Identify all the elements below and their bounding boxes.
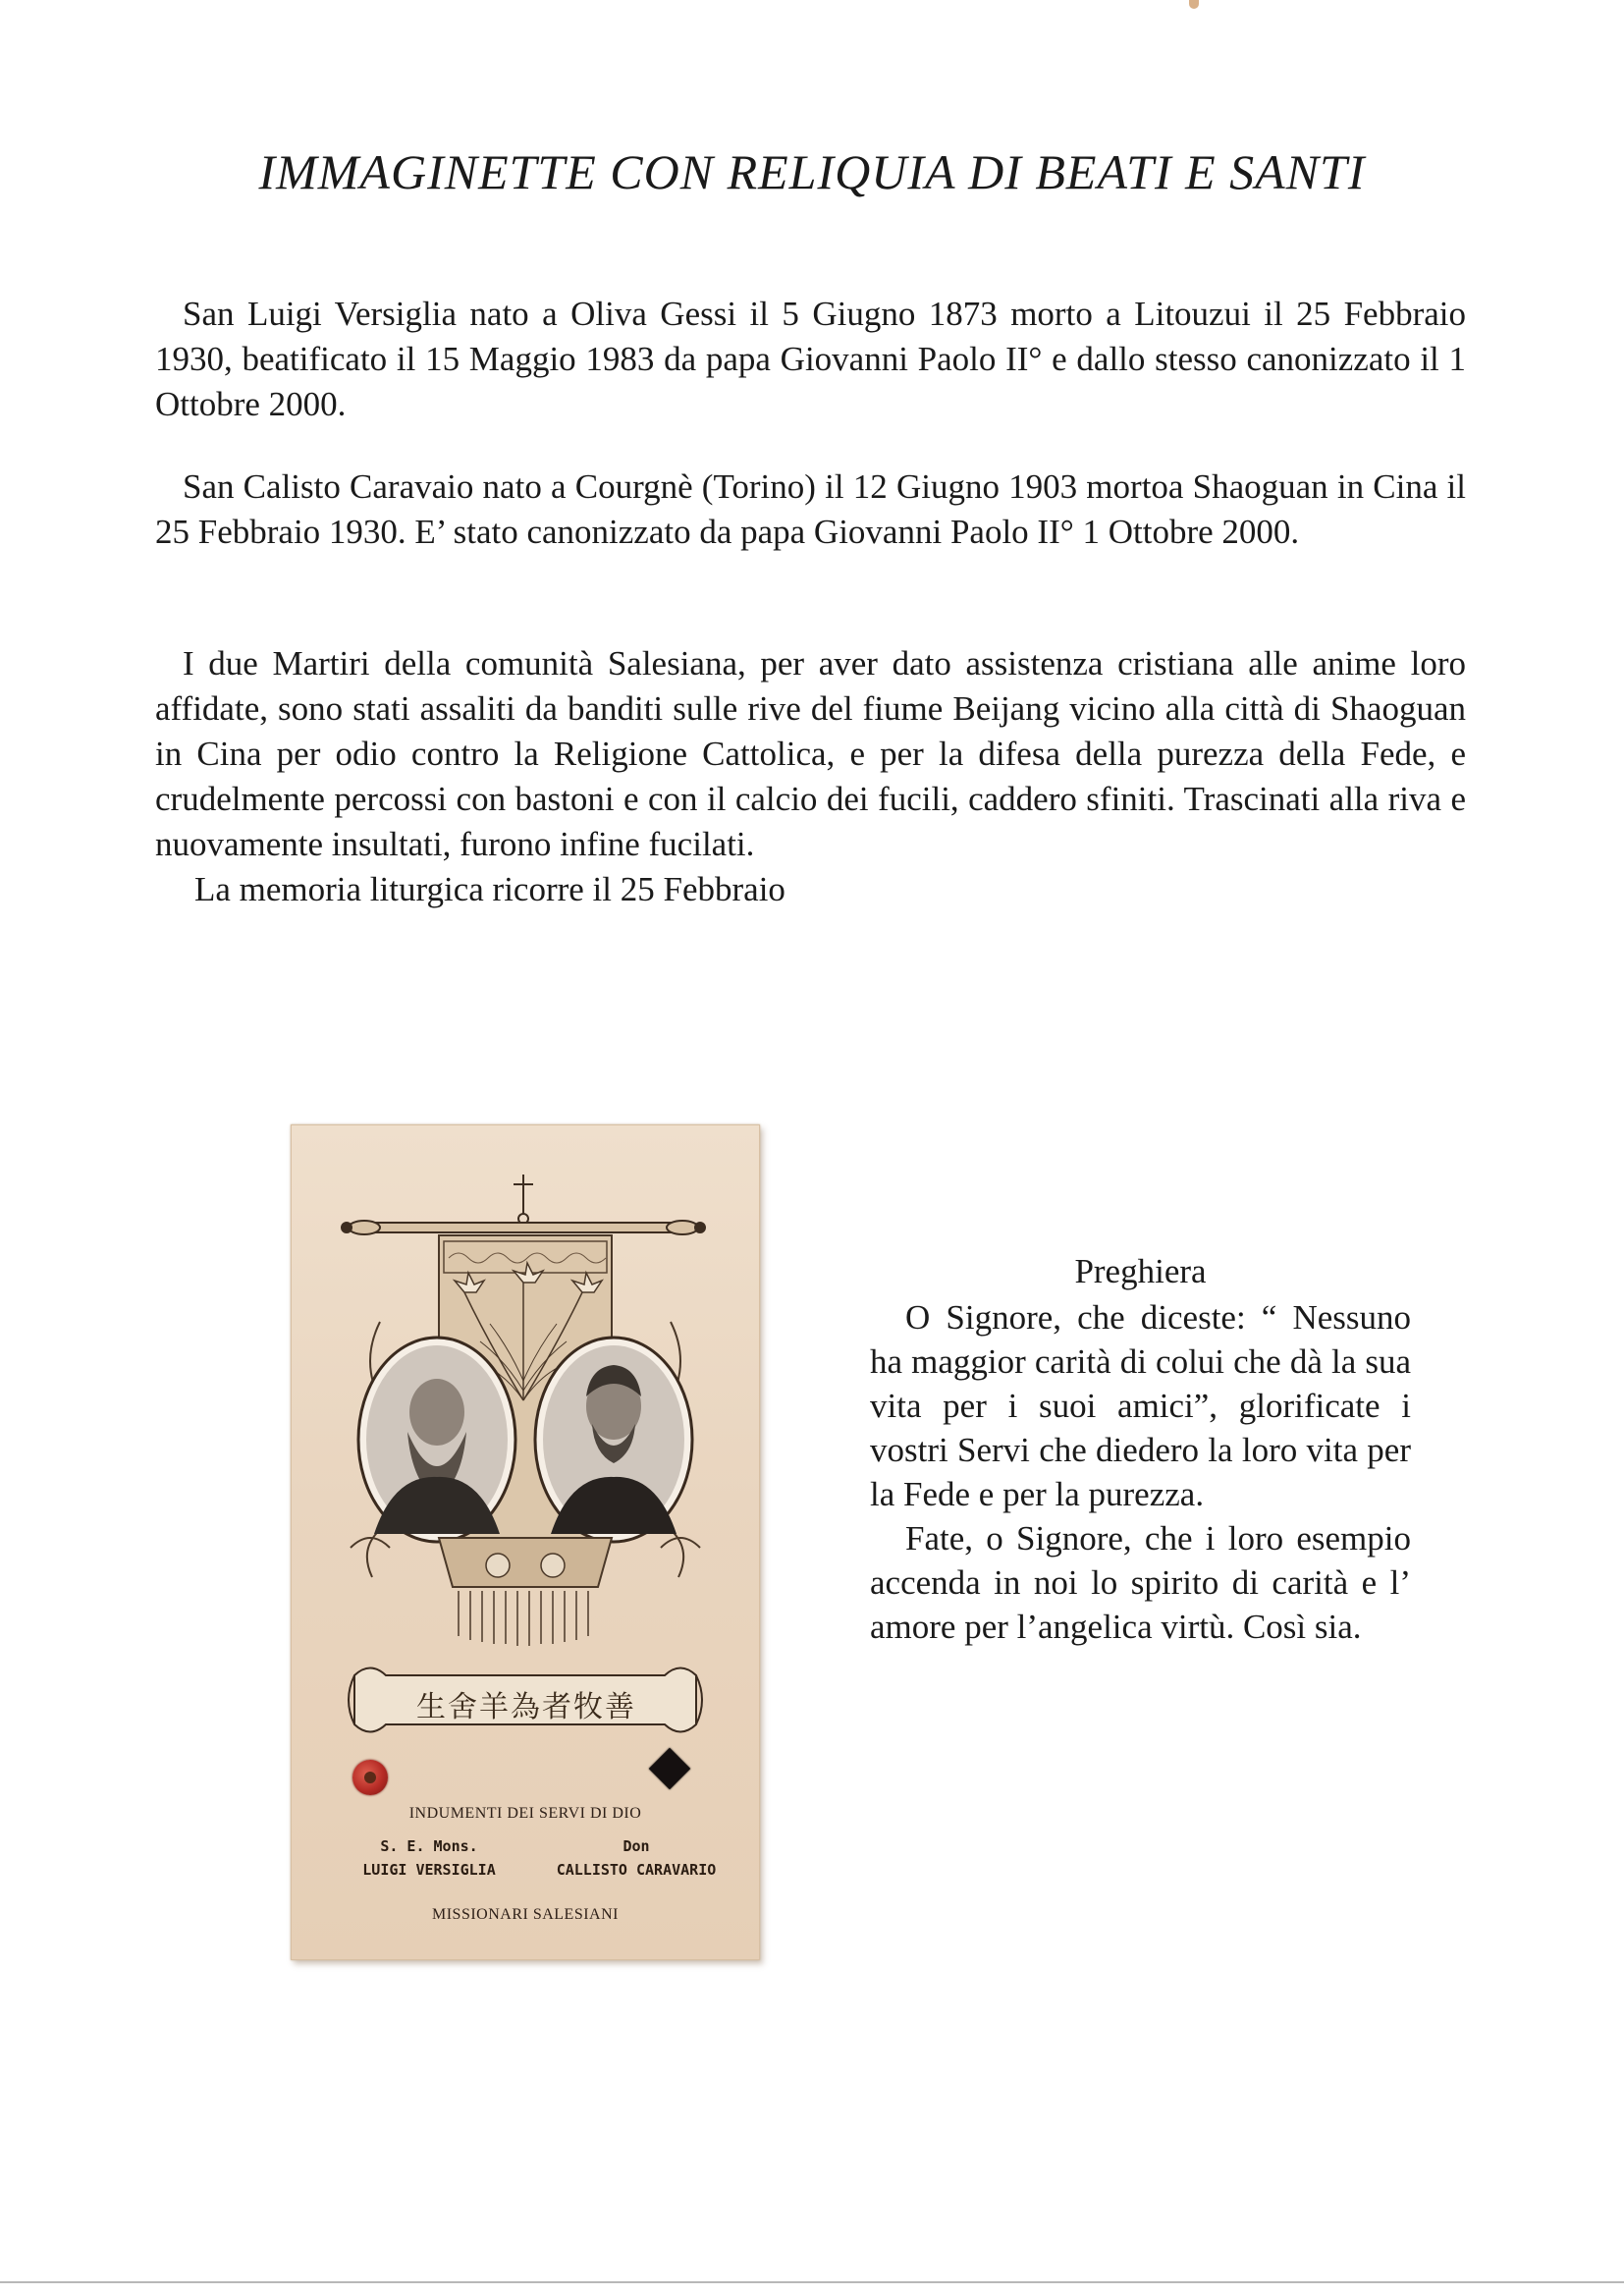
card-caption: INDUMENTI DEI SERVI DI DIO	[408, 1805, 642, 1822]
paragraph-martyrdom-text: I due Martiri della comunità Salesiana, per aver dato assistenza cristiana alle anime loro affidate, sono stati assaliti da banditi sulle rive del fiume Beijang vicino alla città di Shaoguan in Cina per odio contro la Religione Cattolica, e per la difesa della purezza della Fede, e crudelmente percossi con bastoni e con il calcio dei fucili, caddero sfiniti. Trascinati alla riva e nuovamente insultati, furono infine fucilati.	[155, 644, 1466, 863]
holy-card-engraving-illustration	[292, 1125, 759, 1754]
card-footer: MISSIONARI SALESIANI	[431, 1906, 619, 1923]
card-name-caravario	[523, 1834, 749, 1882]
bottom-rule-divider	[0, 2281, 1624, 2283]
prayer-paragraph-2	[870, 1516, 1411, 1649]
holy-card-relic	[291, 1124, 760, 1960]
chinese-motto-scroll	[364, 1670, 688, 1735]
paragraph-martyrdom	[155, 641, 1466, 867]
card-title-left: S. E. Mons.	[380, 1837, 478, 1855]
paper-speck	[1189, 0, 1199, 9]
prayer-paragraph-1-text: O Signore, che diceste: “ Nessuno ha maggior carità di colui che dà la sua vita per i suoi amici”, glorificate i vostri Servi che diedero la loro vita per la Fede e per la purezza.	[870, 1298, 1411, 1513]
prayer-title: Preghiera	[1074, 1252, 1207, 1290]
black-relic-fragment-icon	[649, 1748, 690, 1789]
paragraph-versiglia	[155, 292, 1466, 427]
prayer-paragraph-2-text: Fate, o Signore, che i loro esempio accenda in noi lo spirito di carità e l’ amore per l’angelica virtù. Così sia.	[870, 1519, 1411, 1646]
paragraph-versiglia-text: San Luigi Versiglia nato a Oliva Gessi il 5 Giugno 1873 morto a Litouzui il 25 Febbraio 1930, beatificato il 15 Maggio 1983 da papa Giovanni Paolo II° e dallo stesso canonizzato il 1 Ottobre 2000.	[155, 295, 1466, 423]
card-name-left: LUIGI VERSIGLIA	[362, 1861, 496, 1879]
card-name-versiglia	[331, 1834, 527, 1882]
prayer-paragraph-1	[870, 1295, 1411, 1516]
card-title-right: Don	[623, 1837, 650, 1855]
prayer-block	[870, 1249, 1411, 1649]
red-relic-seal-icon	[352, 1760, 388, 1795]
paragraph-memorial: La memoria liturgica ricorre il 25 Febbraio	[194, 870, 785, 908]
card-name-right: CALLISTO CARAVARIO	[556, 1861, 717, 1879]
page-title: IMMAGINETTE CON RELIQUIA DI BEATI E SANTI	[258, 144, 1366, 199]
paragraph-caravario	[155, 465, 1466, 555]
paragraph-caravario-text: San Calisto Caravaio nato a Courgnè (Torino) il 12 Giugno 1903 mortoa Shaoguan in Cina il 25 Febbraio 1930. E’ stato canonizzato da papa Giovanni Paolo II° 1 Ottobre 2000.	[155, 467, 1466, 551]
chinese-motto: 生舍羊為者牧善	[416, 1690, 636, 1724]
